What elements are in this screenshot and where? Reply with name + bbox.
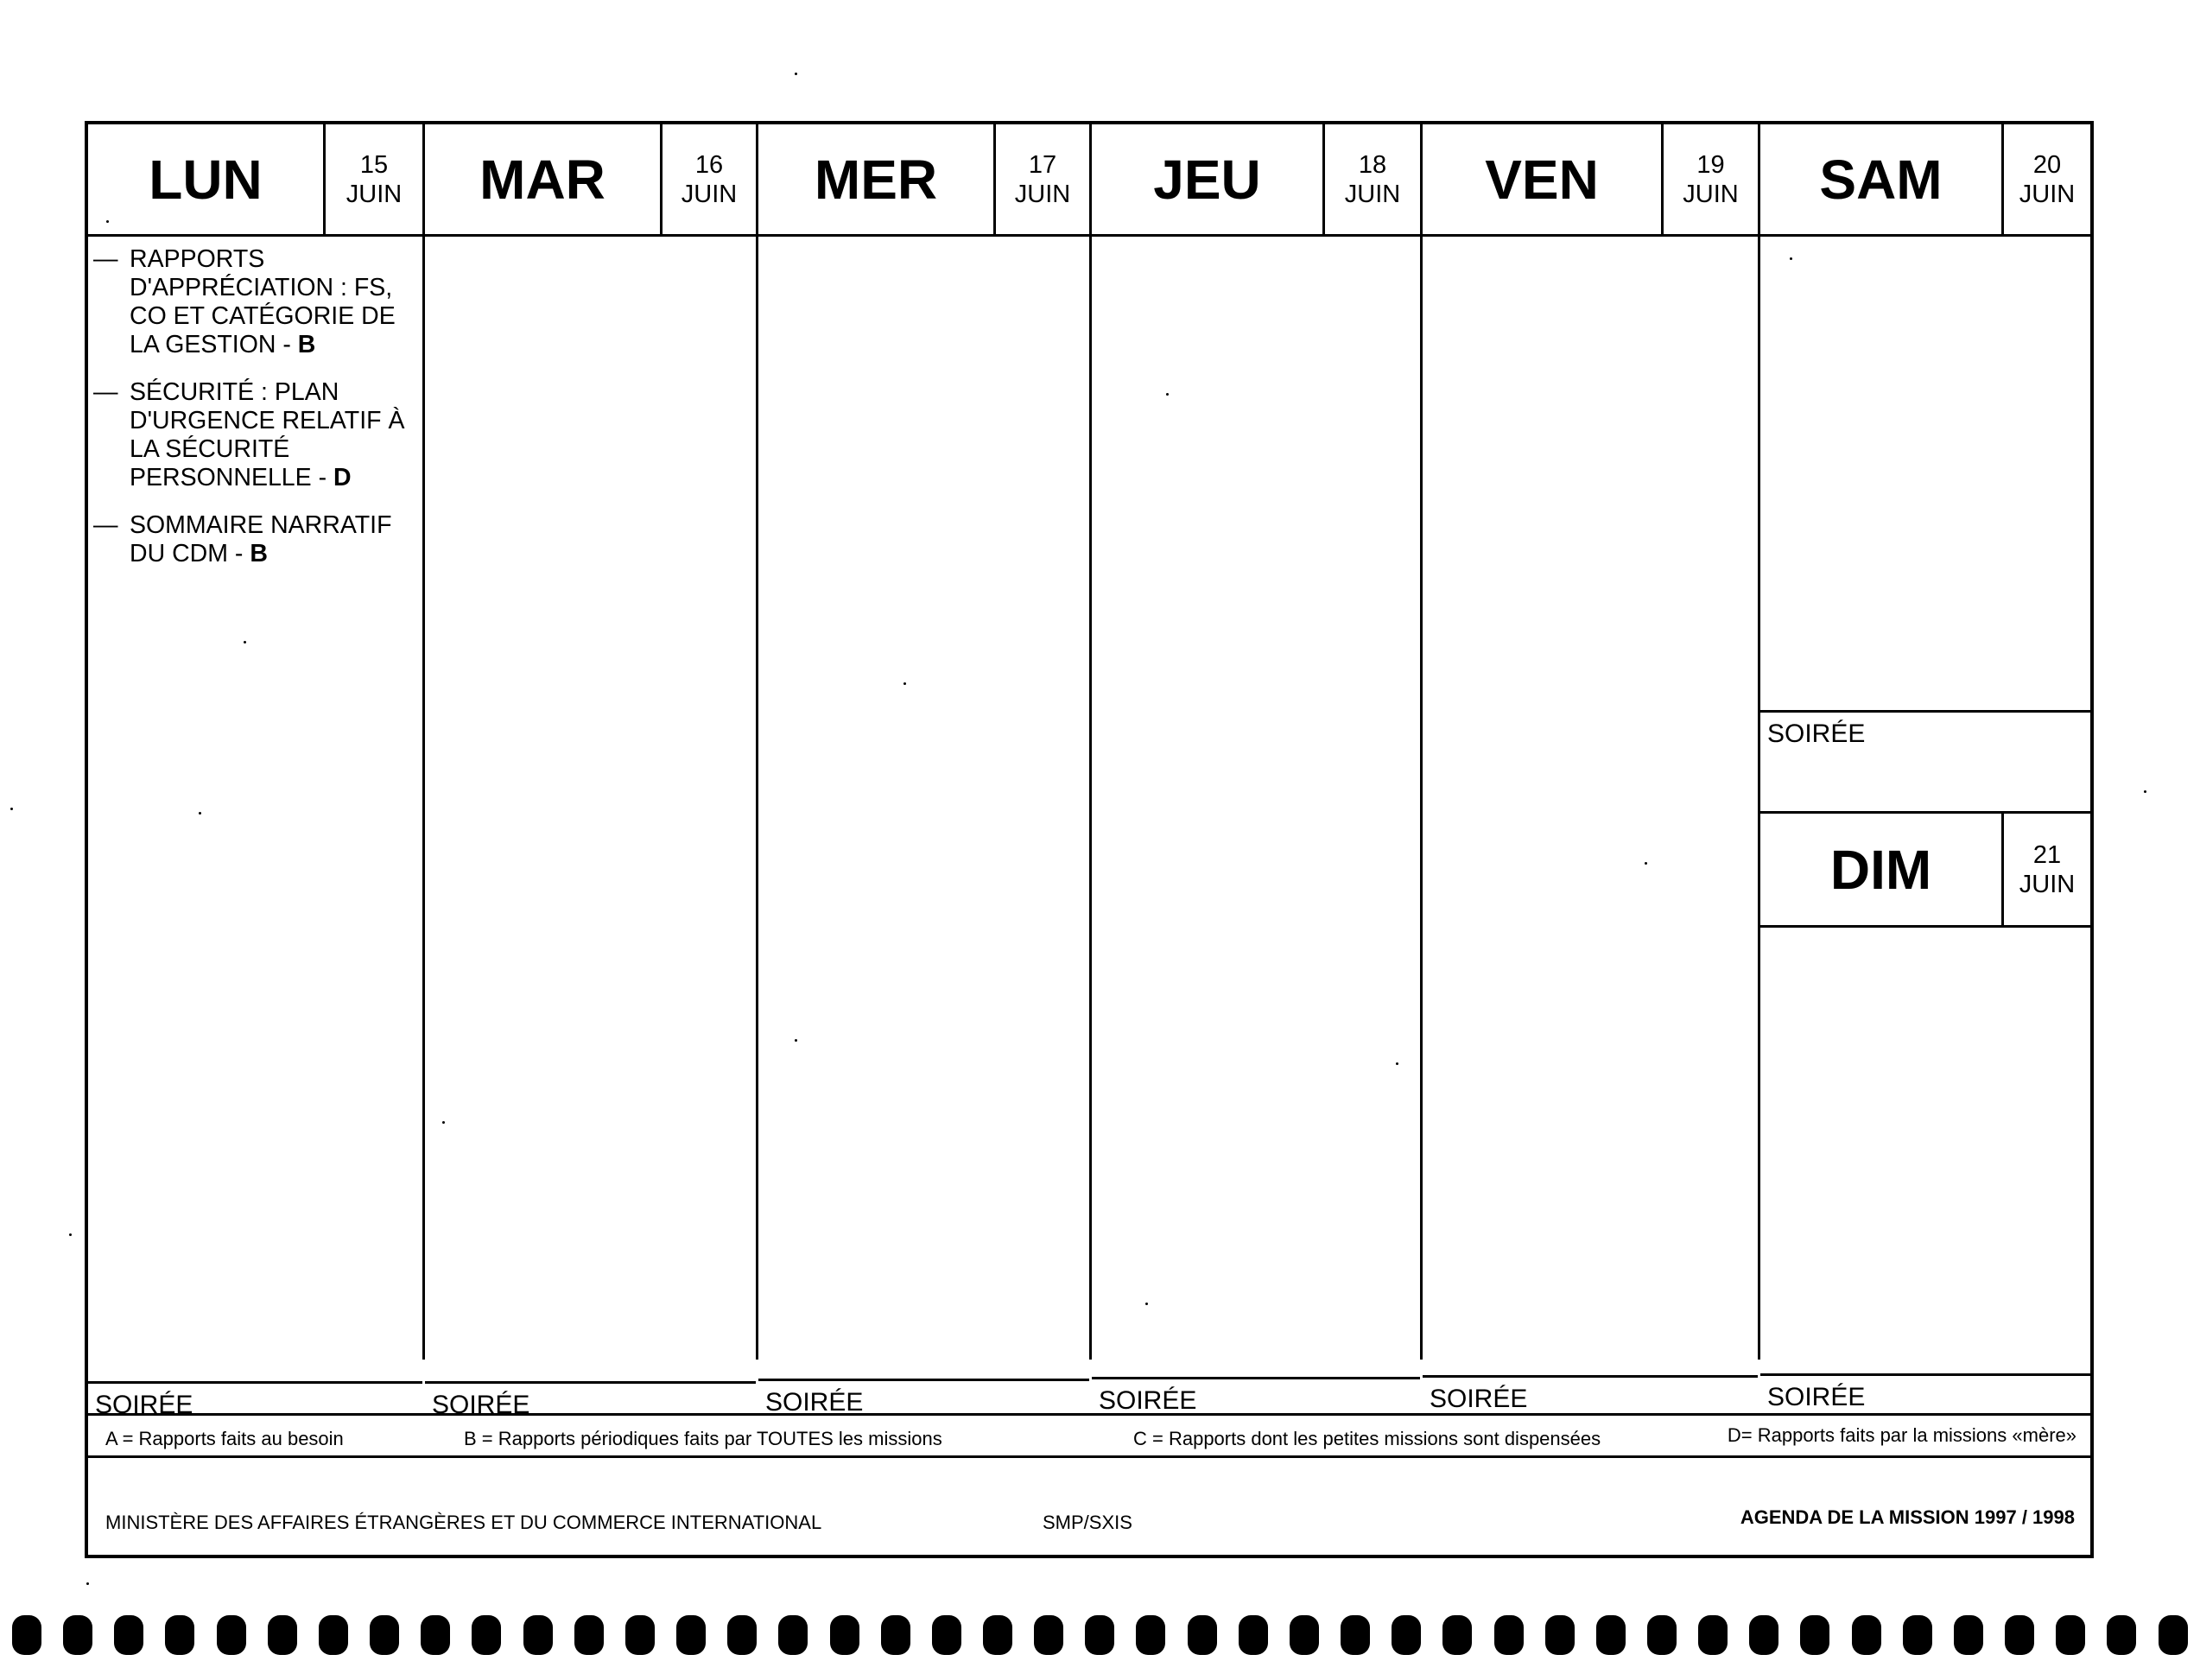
note-dash: — bbox=[93, 511, 118, 539]
binding-hole bbox=[114, 1615, 143, 1655]
date-number: 21 bbox=[2032, 840, 2062, 869]
legend-d: D= Rapports faits par la missions «mère» bbox=[1727, 1424, 2076, 1446]
binding-hole bbox=[1392, 1615, 1421, 1655]
scan-speck bbox=[1396, 1062, 1398, 1065]
binding-hole bbox=[1800, 1615, 1829, 1655]
binding-hole bbox=[1596, 1615, 1626, 1655]
day-header bbox=[425, 124, 756, 237]
day-name: MAR bbox=[425, 124, 663, 234]
note-body: SÉCURITÉ : PLAN D'URGENCE RELATIF À LA SÉCURITÉ PERSONNELLE - bbox=[130, 378, 405, 491]
scan-speck bbox=[69, 1233, 72, 1236]
binding-hole bbox=[1034, 1615, 1063, 1655]
date-number: 20 bbox=[2032, 150, 2062, 179]
date-month: JUIN bbox=[2019, 180, 2076, 208]
soiree-label: SOIRÉE bbox=[1423, 1375, 1758, 1385]
form-code: SMP/SXIS bbox=[1043, 1512, 1132, 1533]
day-column-jeu bbox=[1092, 124, 1423, 1415]
binding-hole bbox=[12, 1615, 41, 1655]
scan-speck bbox=[903, 682, 906, 685]
soiree-label: SOIRÉE bbox=[88, 1381, 422, 1391]
day-column-weekend bbox=[1760, 124, 2090, 1411]
note-dash: — bbox=[93, 378, 118, 406]
soiree-label: SOIRÉE bbox=[1092, 1377, 1420, 1386]
binding-hole bbox=[1442, 1615, 1472, 1655]
day-date bbox=[1664, 124, 1758, 234]
binding-hole bbox=[1239, 1615, 1268, 1655]
binding-hole bbox=[63, 1615, 92, 1655]
scan-speck bbox=[10, 808, 13, 810]
binding-hole bbox=[625, 1615, 655, 1655]
scan-speck bbox=[199, 812, 201, 815]
binding-hole bbox=[830, 1615, 859, 1655]
date-month: JUIN bbox=[1344, 180, 1401, 208]
date-number: 16 bbox=[694, 150, 724, 179]
date-month: JUIN bbox=[1683, 180, 1739, 208]
scan-speck bbox=[244, 641, 246, 643]
day-column-mer bbox=[758, 124, 1092, 1417]
scan-speck bbox=[106, 220, 109, 223]
note-body: RAPPORTS D'APPRÉCIATION : FS, CO ET CATÉGORIE DE LA GESTION - bbox=[130, 245, 396, 358]
scan-speck bbox=[795, 1039, 797, 1042]
binding-hole bbox=[574, 1615, 604, 1655]
binding-hole bbox=[1954, 1615, 1983, 1655]
note-item bbox=[93, 245, 417, 359]
date-month: JUIN bbox=[681, 180, 738, 208]
binding-hole bbox=[370, 1615, 399, 1655]
binding-hole bbox=[983, 1615, 1012, 1655]
day-date bbox=[1325, 124, 1420, 234]
scan-speck bbox=[1645, 862, 1647, 865]
date-number: 15 bbox=[359, 150, 389, 179]
day-date bbox=[663, 124, 756, 234]
binding-hole bbox=[676, 1615, 706, 1655]
day-name: JEU bbox=[1092, 124, 1325, 234]
weekly-agenda bbox=[85, 121, 2094, 1558]
day-header bbox=[1760, 814, 2090, 928]
day-name: MER bbox=[758, 124, 996, 234]
binding-hole bbox=[1647, 1615, 1677, 1655]
binding-hole bbox=[1494, 1615, 1524, 1655]
legend-c: C = Rapports dont les petites missions sont dispensées bbox=[1133, 1428, 1601, 1449]
note-dash: — bbox=[93, 245, 118, 273]
day-name: SAM bbox=[1760, 124, 2004, 234]
scan-speck bbox=[1145, 1303, 1148, 1305]
legend-row bbox=[88, 1413, 2090, 1458]
date-number: 18 bbox=[1358, 150, 1387, 179]
day-column-mar bbox=[425, 124, 758, 1419]
soiree-label: SOIRÉE bbox=[425, 1381, 756, 1391]
day-column-lun bbox=[88, 124, 425, 1419]
footer bbox=[88, 1503, 2090, 1555]
binding-hole bbox=[1903, 1615, 1932, 1655]
legend-a: A = Rapports faits au besoin bbox=[105, 1428, 344, 1449]
legend-b: B = Rapports périodiques faits par TOUTES les missions bbox=[464, 1428, 942, 1449]
note-text bbox=[130, 245, 417, 359]
day-name: LUN bbox=[88, 124, 326, 234]
date-number: 19 bbox=[1696, 150, 1725, 179]
day-header bbox=[1760, 124, 2090, 237]
binding-hole bbox=[727, 1615, 757, 1655]
binding-hole bbox=[778, 1615, 808, 1655]
binding-hole bbox=[2107, 1615, 2136, 1655]
note-item bbox=[93, 378, 417, 492]
date-month: JUIN bbox=[2019, 870, 2076, 898]
day-date bbox=[2004, 814, 2090, 925]
day-date bbox=[326, 124, 422, 234]
date-number: 17 bbox=[1028, 150, 1057, 179]
binding-hole bbox=[268, 1615, 297, 1655]
binding-hole bbox=[932, 1615, 961, 1655]
binding-hole bbox=[881, 1615, 910, 1655]
binding-hole bbox=[1188, 1615, 1217, 1655]
binding-hole bbox=[319, 1615, 348, 1655]
binding-hole bbox=[2005, 1615, 2034, 1655]
scan-speck bbox=[1790, 257, 1792, 260]
day-header bbox=[88, 124, 422, 237]
note-item bbox=[93, 511, 417, 568]
note-code: B bbox=[297, 331, 316, 358]
binding-hole bbox=[1290, 1615, 1319, 1655]
scan-speck bbox=[1166, 393, 1169, 396]
binding-hole bbox=[165, 1615, 194, 1655]
binding-hole bbox=[1698, 1615, 1728, 1655]
scan-speck bbox=[442, 1121, 445, 1124]
agenda-title: AGENDA DE LA MISSION 1997 / 1998 bbox=[1740, 1506, 2075, 1528]
scan-speck bbox=[2144, 790, 2146, 793]
date-month: JUIN bbox=[346, 180, 403, 208]
day-header bbox=[1423, 124, 1758, 237]
soiree-label: SOIRÉE bbox=[1760, 710, 2090, 814]
binding-hole bbox=[1341, 1615, 1370, 1655]
scan-speck bbox=[86, 1582, 89, 1585]
note-code: D bbox=[333, 464, 352, 491]
day-name: DIM bbox=[1760, 814, 2004, 925]
binding-hole bbox=[472, 1615, 501, 1655]
spiral-binding-holes bbox=[0, 1615, 2200, 1657]
binding-hole bbox=[1749, 1615, 1778, 1655]
note-code: B bbox=[250, 540, 268, 567]
ministry-name: MINISTÈRE DES AFFAIRES ÉTRANGÈRES ET DU COMMERCE INTERNATIONAL bbox=[105, 1512, 822, 1533]
binding-hole bbox=[2056, 1615, 2085, 1655]
binding-hole bbox=[217, 1615, 246, 1655]
note-text bbox=[130, 378, 417, 492]
binding-hole bbox=[1085, 1615, 1114, 1655]
day-name: VEN bbox=[1423, 124, 1664, 234]
day-header bbox=[1092, 124, 1420, 237]
binding-hole bbox=[1136, 1615, 1165, 1655]
binding-hole bbox=[421, 1615, 450, 1655]
soiree-label: SOIRÉE bbox=[758, 1379, 1089, 1388]
day-date bbox=[2004, 124, 2090, 234]
binding-hole bbox=[523, 1615, 553, 1655]
soiree-label: SOIRÉE bbox=[1760, 1373, 2090, 1383]
binding-hole bbox=[1852, 1615, 1881, 1655]
day-date bbox=[996, 124, 1089, 234]
day-column-ven bbox=[1423, 124, 1760, 1413]
day-header bbox=[758, 124, 1089, 237]
date-month: JUIN bbox=[1014, 180, 1071, 208]
scan-speck bbox=[795, 73, 797, 75]
note-text bbox=[130, 511, 417, 568]
note-body: SOMMAIRE NARRATIF DU CDM - bbox=[130, 511, 392, 567]
monday-notes bbox=[93, 245, 417, 587]
binding-hole bbox=[1545, 1615, 1575, 1655]
binding-hole bbox=[2159, 1615, 2188, 1655]
